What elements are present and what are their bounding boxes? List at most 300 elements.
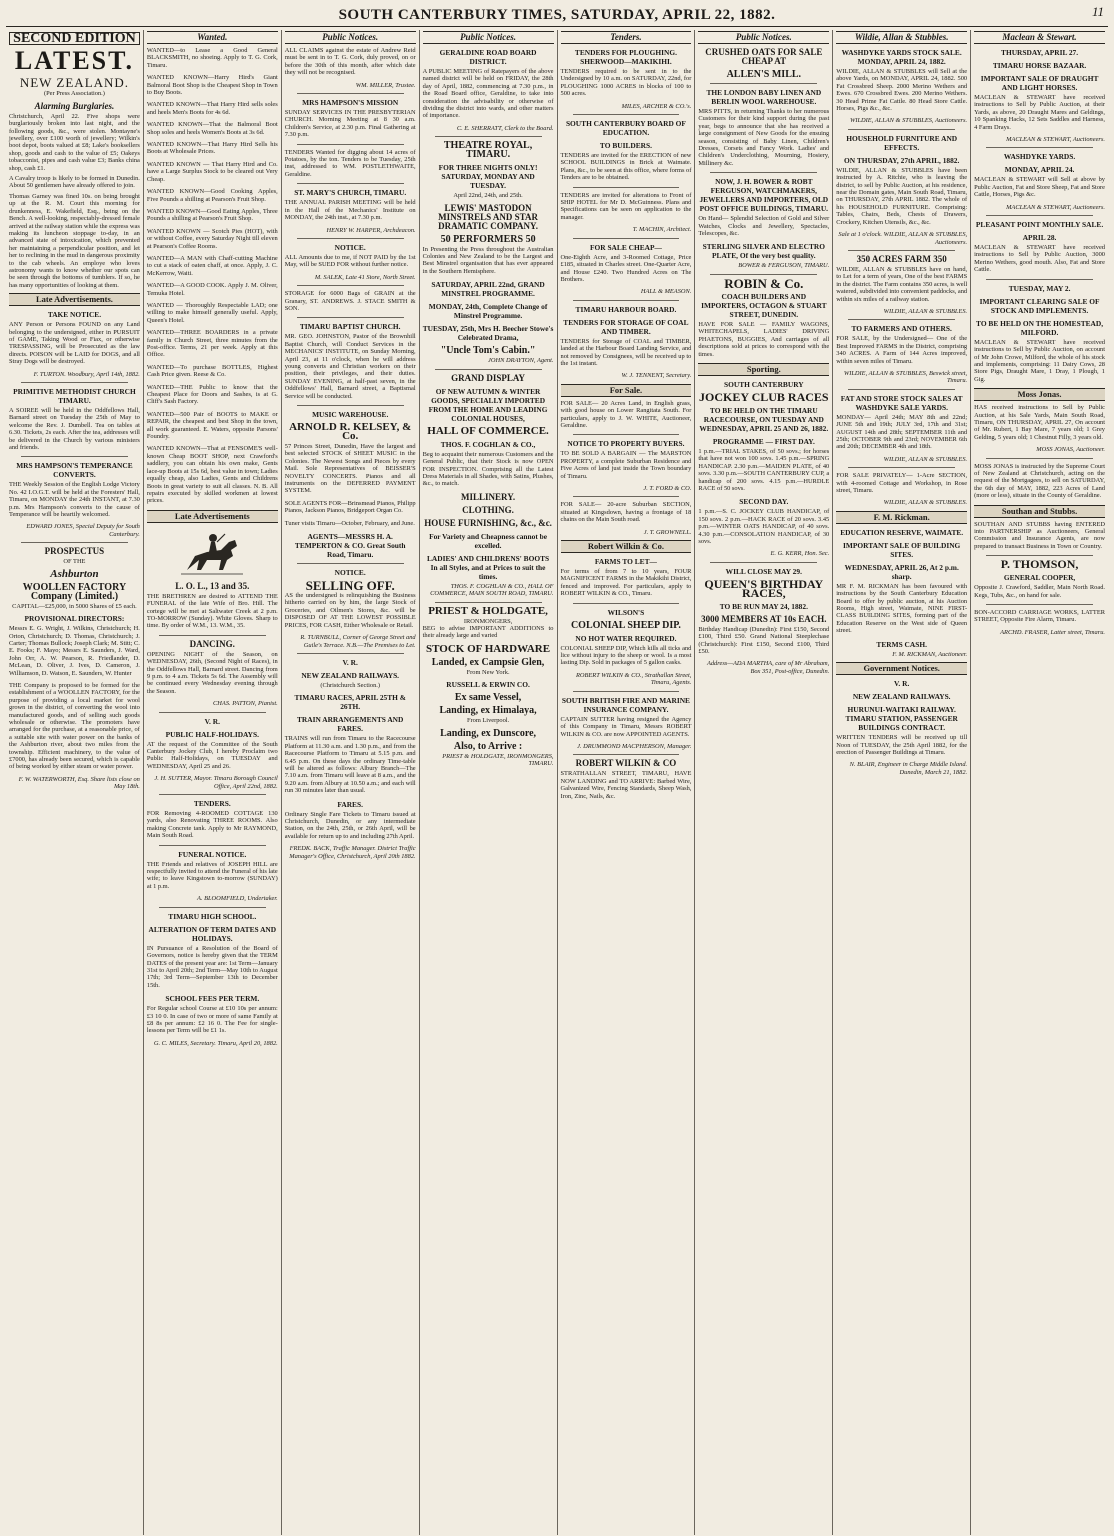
lol-text: THE BRETHREN are desired to ATTEND THE FUNERAL of the late Wife of Bro. Hill. The cortege will be met at Saltwater Creek at 2 p.m. TO-MORROW (Sunday). White Gloves. Sharp to time. By order of W.M., 13. W.M., 35. [146, 592, 278, 630]
coghlan-name: THOS. F. COGHLAN & CO., [440, 439, 536, 449]
ex-same-vessel: Ex same Vessel, [454, 692, 522, 704]
divider [435, 602, 542, 603]
members: 3000 MEMBERS AT 10s EACH. [701, 613, 827, 624]
bazaar-signature: MACLEAN & STEWART, Auctioneers. [1006, 136, 1105, 144]
claims-signature: WM. MILLER, Trustee. [355, 81, 416, 89]
household-text: WILDIE, ALLAN & STUBBLES have been instructed by A. Ritchie, who is leaving the district, to sell by Public Auction, at his residence, near the Domain gates, Main South Road, Timaru, on THURSDAY, 27th APRIL 1882. The whole of his HOUSEHOLD FURNITURE. Comprising: Tables, Chairs, Beds, Chests of Drawers, Crockery, Kitchen Utensils, &c., &c. [836, 166, 968, 226]
funeral-title: FUNERAL NOTICE. [178, 849, 247, 859]
ploughing-signature: MILES, ARCHER & CO.'s. [621, 102, 692, 110]
priest-text: BEG to advise IMPORTANT ADDITIONS to their already large and varied [422, 624, 554, 640]
hall-of-commerce-title: HALL OF COMMERCE. [427, 424, 549, 437]
farmers-title: TO FARMERS AND OTHERS. [851, 324, 952, 334]
divider [21, 542, 128, 543]
selling-off-signature: R. TURNBULL, Corner of George Street and Guile's Terrace. N.B.—The Premises to Let. [300, 634, 416, 649]
funeral-text: THE Friends and relatives of JOSEPH HILL are respectfully invited to attend the Funeral of his late wife; to leave Kingstown to-morrow (SUNDAY) at 1 p.m. [146, 860, 278, 890]
south-canterbury: SOUTH CANTERBURY [724, 379, 804, 389]
dancing-title: DANCING. [189, 638, 235, 649]
landed-campsie: Landed, ex Campsie Glen, [431, 656, 545, 668]
washdyke-text: MACLEAN & STEWART will Sell at above by Public Auction, Fat and Store Sheep, Fat and Store Cattle, Horses, Pigs &c. [974, 176, 1105, 199]
mission-text: SUNDAY SERVICES IN THE PRESBYTERIAN CHURCH. Morning Meeting at 8 30 a.m. Children's Service, at 2.30 p.m. Final Gathering at 7.30 p.m. [284, 109, 416, 139]
gov-text: WRITTEN TENDERS will be received up till Noon of TUESDAY, the 25th April 1882, for the erection of Passenger Buildings at Timaru. [836, 734, 968, 756]
divider [297, 285, 404, 286]
alterations-signature: T. MACHIN, Architect. [632, 226, 692, 234]
methodist-title: PRIMITIVE METHODIST CHURCH TIMARU. [13, 387, 136, 405]
horse-bazaar: TIMARU HORSE BAZAAR. [992, 61, 1087, 70]
digging-text: TENDERS Wanted for digging about 14 acres of Potatoes, by the ton. Tenders to be Tuesday, 25th inst, addressed to WM. POSTLETHWAITE, Geraldine. [284, 148, 416, 178]
divider [710, 274, 817, 275]
geraldine-text: A PUBLIC MEETING of Ratepayers of the above named district will be held on FRIDAY, the 28th day of April, 1882, commencing at 7.30 p.m., in the Road Board office, Geraldine, to take into consideration the advisability or otherwise of dividing the district into wards, and other matters of importance. [422, 68, 554, 120]
st-marys-text: THE ANNUAL PARISH MEETING will be held in the Hall of the Mechanics' Institute on MONDAY, the 24th inst., at 7.30 p.m. [284, 199, 416, 222]
divider [435, 369, 542, 370]
divider [573, 496, 680, 497]
to-builders: TO BUILDERS. [599, 141, 652, 151]
maclean-stewart-heading: Maclean & Stewart. [974, 31, 1105, 44]
milford-title: TO BE HELD ON THE HOMESTEAD, MILFORD. [976, 318, 1104, 337]
prospectus-text: THE Company is proposed to be formed for the establishment of a WOOLLEN FACTORY, for the purpose of providing a local market for wool grown in the district, of converting the wool into manufactured goods, and of selling such goods wholesale or otherwise. The promoters have arranged for the purchase, at a reasonable price, of a suitable site with water power on the banks of the Ashburton river, about two miles from the township. Efficient machinery, to the value of £7000, has already been secured, which is capable of being worked by either steam or water power. [9, 681, 140, 771]
lewis-title: LEWIS' MASTODON MINSTRELS AND STAR DRAMATIC COMPANY. [438, 202, 538, 231]
high-school-text: IN Pursuance of a Resolution of the Board of Governors, notice is hereby given that the TERM DATES of the present year are: 1st Term—January 31st to April 20th; 2nd Term—May 10th to August 17th; 3rd Term—September 13th to December 15th. [146, 944, 278, 989]
divider [297, 238, 404, 239]
high-school-signature: G. C. MILES, Secretary. Timaru, April 20, 1882. [153, 1039, 278, 1047]
divider [159, 907, 266, 908]
harbour-signature: W. J. TENNENT, Secretary. [621, 372, 692, 380]
selling-off-title: SELLING OFF. [305, 578, 395, 594]
pleasant-point-title: PLEASANT POINT MONTHLY SALE. [975, 220, 1104, 230]
property-buyers-title: NOTICE TO PROPERTY BUYERS. [567, 439, 685, 449]
half-holidays-title: PUBLIC HALF-HOLIDAYS. [165, 729, 259, 739]
divider [159, 635, 266, 636]
farms-text: For terms of from 7 to 10 years, FOUR MAGNIFICENT FARMS in the Makikihi District, fenced and improved. For particulars, apply to ROBERT WILKIN & CO., Timaru. [560, 568, 692, 598]
races-second-day-text: 1 p.m.—S. C. JOCKEY CLUB HANDICAP, of 150 sovs. 2 p.m.—HACK RACE of 20 sovs. 3.45 p.m.—WINTER OATS HANDICAP, of 40 sovs. 4.30 p.m.—CONSOLATION HANDICAP, of 30 sovs. [698, 508, 830, 545]
dip-text: COLONIAL SHEEP DIP, Which kills all ticks and lice without injury to the sheep or wool. Is a most lasting Dip. Sold in packages of 5 gallon casks. [560, 644, 692, 667]
divider [297, 183, 404, 184]
washdyke-signature: MACLEAN & STEWART, Auctioneers. [1006, 203, 1105, 211]
races-first-day-text: 1 p.m.—TRIAL STAKES, of 50 sovs.; for horses that have not won 100 sovs. 1.45 p.m.—SPRING HANDICAP. 2.30 p.m.—MAIDEN PLATE, of 40 sovs. 3.30 p.m.—SOUTH CANTERBURY CUP, a handicap of 200 sovs. 4.15 p.m.—HURDLE RACE of 50 sovs. [698, 447, 830, 492]
bower-title: NOW, J. H. BOWER & ROBT FERGUSON, WATCHMAKERS, JEWELLERS AND IMPORTERS, OLD POST OFFICE BUILDINGS, TIMARU. [699, 177, 829, 214]
thursday-date: THURSDAY, APRIL 27. [1001, 48, 1079, 57]
building-sites: IMPORTANT SALE OF BUILDING SITES. [843, 540, 961, 559]
divider [573, 114, 680, 115]
public-notices-heading: Public Notices. [285, 31, 416, 44]
arnold-tour: Tuner visits Timaru—October, February, and June. [284, 519, 415, 527]
southan-stubbs-heading: Southan and Stubbs. [974, 505, 1105, 518]
column-2 [143, 30, 281, 1535]
st-marys-signature: HENRY W. HARPER, Archdeacon. [326, 226, 416, 234]
farms-to-let: FARMS TO LET— [594, 557, 657, 567]
column-5 [557, 30, 695, 1535]
arnold-local-agents: AGENTS—MESSRS H. A. TEMPERTON & CO. Great South Road, Timaru. [294, 532, 406, 560]
divider [21, 456, 128, 457]
wilkin-landing-title: ROBERT WILKIN & CO [575, 758, 677, 769]
fat-stock-text: MONDAY— April 24th; MAY 8th and 22nd; JUNE 5th and 19th; JULY 3rd, 17th and 31st; AUGUST 14th and 28th; SEPTEMBER 11th and 25th; OCTOBER 9th and 23rd; NOVEMBER 6th and 20th; DECEMBER 4th and 18th. [836, 413, 968, 451]
fees-text: For Regular school Course at £10 10s per annum: £3 10 0. In case of two or more of same Family at £8 8s per annum: £2 16 0. The Fee for single-lessons per Term will be £1 1s. [146, 1005, 278, 1035]
divider [573, 691, 680, 692]
from-liverpool: From Liverpool. [466, 717, 510, 725]
southan-text: SOUTHAN AND STUBBS having ENTERED into PARTNERSHIP as Auctioneers, General Commission and Insurance Agents, are now prepared to transact Business in Town or Country. [974, 520, 1105, 550]
sporting-heading: Sporting. [698, 363, 829, 376]
column-3 [281, 30, 419, 1535]
priest-signature: PRIEST & HOLDGATE, IRONMONGERS, TIMARU. [442, 752, 554, 767]
robert-wilkin-heading: Robert Wilkin & Co. [561, 540, 692, 553]
gov-vr: V. R. [894, 679, 910, 689]
notice-title: NOTICE. [334, 242, 366, 252]
tenders-text: FOR Removing 4-ROOMED COTTAGE 130 yards, also Renovating THREE ROOMS. Also making Concrete tank. Apply to Mr RAYMOND, Main South Road. [146, 810, 278, 840]
divider [986, 555, 1093, 556]
uncle-toms-cabin: "Uncle Tom's Cabin." [440, 345, 536, 357]
sheep-dip-title: COLONIAL SHEEP DIP. [570, 619, 681, 631]
wanted-ad: WANTED — Thoroughly Respectable LAD; one willing to make himself generally useful. Apply, Queen's Hotel. [146, 301, 278, 324]
burglaries-heading: Alarming Burglaries. [34, 100, 115, 111]
races-days: TIMARU RACES, APRIL 25TH & 26TH. [294, 693, 406, 712]
washdyke-yards-signature: WILDIE, ALLAN & STUBBLES, Auctioneers. [850, 117, 968, 125]
claims-text: ALL CLAIMS against the estate of Andrew Reid must be sent in to T. G. Cork, duly proved, on or before the 30th of this month, after which date they will not be recognised. [284, 47, 416, 77]
arnold-agents: SOLE AGENTS FOR—Brinsmead Pianos, Philipp Pianos, Jackson Pianos, Bridgeport Organ Co. [284, 499, 416, 515]
prospectus-place: Ashburton [50, 567, 99, 580]
horse-and-rider-icon [177, 526, 247, 578]
education-board-title: SOUTH CANTERBURY BOARD OF EDUCATION. [565, 119, 686, 138]
queens-birthday-races: QUEEN'S BIRTHDAY RACES, [704, 576, 824, 600]
farmers-signature: WILDIE, ALLAN & STUBBLES, Beswick street, Timaru. [843, 369, 968, 385]
for-sale-1: FOR SALE— 20 Acres Land, in English grass, with good house on Lower Rangitata South. For particulars, apply to J. W. WHITE, Auctioneer, Geraldine. [560, 399, 692, 429]
railways-subtitle: (Christchurch Section.) [320, 681, 380, 689]
no-hot-water: NO HOT WATER REQUIRED. [575, 633, 677, 643]
wanted-ad: WANTED KNOWN—Good Cooking Apples, Five Pounds a shilling at Pearson's Fruit Shop. [146, 188, 278, 203]
races-signature: E. G. KERR, Hon. Sec. [770, 550, 830, 558]
baptist-text: MR. GEO. JOHNSTON, Pastor of the Brownhill Baptist Church, will Conduct Services in the MECHANICS' INSTITUTE, on Sunday Morning, April 23, at 11 o'clock, when he will address young converts and Christian workers on their position, their privileges, and their duties. SUNDAY EVENING, at half-past seven, in the Oddfellows' Hall, Barnard street, a Baptismal Service will be conducted. [284, 333, 416, 400]
divider [573, 434, 680, 435]
wanted-ad: WANTED—THE Public to know that the Cheapest Place for Doors and Sashes, is at G. Cliff's Sash Factory. [146, 383, 278, 406]
masthead-rule [6, 26, 1108, 27]
wanted-ad: WANTED KNOWN—Good Eating Apples, Three Pounds a shilling at Pearson's Fruit Shop. [146, 207, 278, 223]
masthead: SOUTH CANTERBURY TIMES, SATURDAY, APRIL 22, 1882. [338, 7, 776, 23]
harbour-board-title: TIMARU HARBOUR BOARD. [575, 304, 677, 314]
divider [710, 83, 817, 84]
insurance-title: SOUTH BRITISH FIRE AND MARINE INSURANCE COMPANY. [561, 695, 690, 714]
wanted-ad: WANTED KNOWN—That the Balmoral Boot Shop soles and heels Women's Boots at 3s 6d. [146, 121, 278, 136]
for-sale-cheap-text: One-Eighth Acre, and 3-Roomed Cottage, Price £185, situated in Charles street. One-Quarter Acre, and House £240. Two Hundred Acres on The Brothers. [560, 253, 692, 283]
hurunui-title: HURUNUI-WAITAKI RAILWAY. TIMARU STATION, PASSENGER BUILDINGS CONTRACT. [845, 705, 958, 733]
divider [573, 238, 680, 239]
allens-mill: ALLEN'S MILL. [726, 69, 802, 80]
monday-programme: MONDAY, 24th, Complete Change of Minstrel Programme. [428, 302, 548, 321]
thomson-text: Opposite J. Crawford, Saddler, Main North Road. Kegs, Tubs, &c., on hand for sale. [974, 584, 1105, 599]
landing-dunscore: Landing, ex Dunscore, [440, 727, 537, 739]
theatre-text: In Presenting the Press throughout the Australian Colonies and New Zealand to be the Largest and Best Minstrel organisation that has ever appeared in the Southern Hemisphere. [422, 245, 554, 275]
gov-railways: NEW ZEALAND RAILWAYS. [852, 692, 951, 702]
burglaries-article: Christchurch, April 22. Five shops were burglariously broken into last night, and the following goods, &c., were stolen. Montayne's jewellery, over £100 worth of jewellery; Wilkin's boot depot, boots valued at £8; Lake's booksellers shop, goods and cash to the value of £5; Oakeys tobacconist, pipes and cash value £3; Banks china shop, cash £1. [9, 112, 140, 172]
arnold-title: ARNOLD R. KELSEY, & Co. [289, 421, 412, 442]
races-dates: TO BE HELD ON THE TIMARU RACECOURSE, ON TUESDAY AND WEDNESDAY, APRIL 25 AND 26, 1882. [699, 405, 829, 433]
divider [573, 300, 680, 301]
wildie-allan-heading: Wildie, Allan & Stubbles. [836, 31, 967, 44]
divider [297, 93, 404, 94]
ploughing-text: TENDERS required to be sent in to the Undersigned by 10 a.m. on SATURDAY, 22nd, for PLOUGHING 1000 ACRES in blocks of 100 to 500 acres. [560, 68, 692, 98]
washdyke-date: MONDAY, APRIL 24. [1004, 165, 1075, 175]
robin-subtitle: COACH BUILDERS AND IMPORTERS, OCTAGON & STUART STREET, DUNEDIN. [701, 291, 827, 319]
dancing-text: OPENING NIGHT of the Season, on WEDNESDAY, 26th, (Second Night of Races), in the Oddfellows Hall, Barnard street. Dancing from 9 p.m. to 4 a.m. Tickets 5s 6d. The Assembly will be continued every Wednesday evening through the Season. [146, 650, 278, 695]
divider [848, 389, 955, 390]
insurance-signature: J. DRUMMOND MACPHERSON, Manager. [577, 742, 692, 750]
wanted-ad: WANTED KNOWN — Scotch Pies (HOT), with or without Coffee, every Saturday Night till eleven at Pearson's Coffee Rooms. [146, 227, 278, 250]
divider [848, 250, 955, 251]
washdyke-title: WASHDYKE YARDS. [1003, 152, 1076, 162]
ploughing-title: TENDERS FOR PLOUGHING. SHERWOOD—MAKIKIHI. [574, 48, 677, 66]
lol-title: L. O. L., 13 and 35. [175, 580, 250, 591]
important-sale: IMPORTANT SALE OF DRAUGHT AND LIGHT HORSES. [980, 74, 1099, 92]
wilkin-landing-text: STRATHALLAN STREET, TIMARU, HAVE NOW LANDING and TO ARRIVE: Barbed Wire, Galvanized Wire, Fencing Standards, Sheep Wash, Iron, Zinc, Nails, &c. [560, 770, 692, 800]
performers: 50 PERFORMERS 50 [440, 233, 536, 245]
temperance-text: THE Weekly Session of the English Lodge Victory No. 42 I.O.G.T. will be held at the Foresters' Hall, Timaru, on MONDAY the 24th INSTANT, at 7.30 p.m. Mrs Hampson's converts to the cause of Temperance will be heartily welcomed. [9, 481, 140, 519]
alteration-title: ALTERATION OF TERM DATES AND HOLIDAYS. [148, 924, 277, 943]
moss-text: HAS received instructions to Sell by Public Auction, at his Sale Yards, Main South Road, Timaru, ON THURSDAY, APRIL 27, On account of Mr. Rubert, 1 Bay Mare, 7 years old; 1 Grey Gelding, 5 years old; 1 Chestnut Filly, 3 years old. [974, 404, 1105, 441]
take-notice-signature: F. TURTON. Woodbury, April 14th, 1882. [33, 370, 140, 378]
farm-title: 350 ACRES FARM 350 [856, 253, 947, 264]
farm-text: WILDIE, ALLAN & STUBBLES have on hand, to Let for a term of years, One of the best FARMS in the district. The Farm contains 350 acres, is well watered, subdivided into convenient paddocks, and within six miles of a railway station. [836, 265, 968, 303]
saturday-programme: SATURDAY, APRIL 22nd, GRAND MINSTREL PROGRAMME. [431, 280, 545, 299]
washdyke-yards-text: WILDIE, ALLAN & STUBBLES will Sell at the above Yards, on MONDAY, APRIL 24, 1882. 500 Fat Crossbred Sheep. 2000 Merino Wethers and Ewes. 670 Crossbred Ewes. 200 Merino Wethers. 30 Head Prime Fat Cattle. 80 Head Store Cattle. Horses, Pigs &c., &c. [836, 68, 968, 113]
fat-stock-signature: WILDIE, ALLAN & STUBBLES. [883, 455, 968, 463]
wanted-ad: WANTED—to Lease a Good General BLACKSMITH, no shoeing. Apply to T. G. Cork, Timaru. [146, 47, 278, 69]
house-furnishing-title: HOUSE FURNISHING, &c., &c. [424, 517, 552, 528]
rickman-signature: F. M. RICKMAN, Auctioneer. [892, 650, 968, 658]
wanted-heading: Wanted. [147, 31, 278, 44]
rail-text: TRAINS will run from Timaru to the Racecourse Platform at 11.30 a.m. and 1.30 p.m., and from the Racecourse Platform to Timaru at 5.15 p.m. and 6.45 p.m. On these days the ordinary Time-table will be altered as follows: Albury Branch—The 7.10 a.m. from Timaru will leave at 8 a.m., and the 9.20 a.m. from Albury at 10.50 a.m.; and each will run 30 minutes later than usual. [284, 735, 416, 795]
dip-signature: ROBERT WILKIN & CO., Strathallan Street, Timaru, Agents. [575, 671, 692, 687]
divider [986, 147, 1093, 148]
divider [573, 603, 680, 604]
wanted-ad: WANTED—A MAN with Chaff-cutting Machine to cut a stack of oaten chaff, at once. Apply, J. C. McKerrow, Waiti. [146, 254, 278, 277]
divider [986, 458, 1093, 459]
farmers-text: FOR SALE, by the Undersigned— One of the Best Improved FARMS in the District, comprising 340 ACRES. A Farm of 144 Acres improved, within seven miles of Timaru. [836, 335, 968, 365]
take-notice-title: TAKE NOTICE. [47, 310, 102, 320]
robin-text: HAVE FOR SALE — FAMILY WAGONS, WHITECHAPELS, LADIES' DRIVING PHAETONS, BUGGIES, And carriages of all descriptions sold at prices to correspond with the times. [698, 320, 830, 358]
divider [710, 562, 817, 563]
property-buyers-signature: J. T. FORD & CO. [643, 485, 692, 492]
household-title: HOUSEHOLD FURNITURE AND EFFECTS. [846, 133, 958, 152]
divider [986, 604, 1093, 605]
household-signature: Sale at 1 o'clock. WILDIE, ALLAN & STUBBLES, Auctioneers. [838, 231, 968, 246]
notice2-title: NOTICE. [334, 568, 366, 578]
baptist-title: TIMARU BAPTIST CHURCH. [299, 322, 401, 332]
ironmongers: IRONMONGERS, [463, 617, 513, 625]
rickman-heading: F. M. Rickman. [836, 511, 967, 524]
latest-heading: LATEST. [14, 46, 135, 76]
storage-text: STORAGE for 6000 Bags of GRAIN at the Granary, ST. ANDREWS. J. STACE SMITH & SON. [284, 290, 416, 312]
gov-signature: N. BLAIR, Engineer in Charge Middle Island. Dunedin, March 21, 1882. [849, 761, 968, 776]
vr-mark: V. R. [204, 716, 220, 726]
column-4 [419, 30, 557, 1535]
tenders-heading: Tenders. [561, 31, 692, 44]
theatre-title: THEATRE ROYAL, TIMARU. [443, 140, 533, 161]
vr-mark: V. R. [342, 657, 358, 667]
clothing-title: CLOTHING. [462, 504, 514, 515]
divider [986, 215, 1093, 216]
baby-linen-text: MRS PITTS, in returning Thanks to her numerous Customers for their kind support during the past year, begs to announce that she has received a large consignment of New Goods for the ensuing season, consisting of Baby Linen, Children's Dresses, Corsets and Fancy Work. Ladies' and Children's Underclothing, Mourning, Hosiery, Millinery &c. [698, 108, 830, 167]
wanted-ad: WANTED—THREE BOARDERS in a private family in Church Street, three minutes from the Post-office. Terms, 21 per week. Apply at this Office. [146, 329, 278, 359]
tenders-title: TENDERS. [193, 799, 231, 809]
wanted-ad: WANTED KNOWN—That Harry Hird Sells his Boots at Wholesale Prices. [146, 141, 278, 156]
bazaar-text: MACLEAN & STEWART have received instructions to Sell by Public Auction, at their Yards, as above, 20 Draught Mares and Geldings, 10 Spanking Hacks, 12 Sets Saddles and Harness, 4 Farm Drays. [974, 94, 1105, 131]
bower-signature: BOWER & FERGUSON, TIMARU. [738, 262, 830, 270]
for-sale-2-signature: J. T. GROWNELL. [643, 528, 692, 536]
fares-title: FARES. [337, 799, 363, 809]
column-8 [970, 30, 1108, 1535]
second-edition-heading: SECOND EDITION [9, 32, 140, 45]
wanted-ad: WANTED KNOWN—That at FENSOME'S well-known Cheap BOOT SHOP, next Crawford's saddlery, you can obtain his own make, Gents lace-up Boots at 15s 6d, best value in town; Ladies equally cheap, also Ladies, Gents and Childrens Boots in great variety to suit all classes. N. B. All repairs executed by skilled workmen at lowest prices. [146, 445, 278, 505]
hall-signature: THOS. F. COGHLAN & CO., HALL OF COMMERCE, MAIN SOUTH ROAD, TIMARU. [430, 582, 554, 598]
divider [986, 279, 1093, 280]
queens-signature: Address—ADA MARTHA, care of Mr Abraham, Box 351, Post-office, Dunedin. [706, 660, 830, 675]
landing-himalaya: Landing, ex Himalaya, [439, 705, 537, 717]
queens-text: Birthday Handicap (Dunedin): First £150, Second £100, Third £50. Grand National Steeplechase (Christchurch): First £150, Second £100, Third £50. [698, 625, 830, 655]
fat-stock-title: FAT AND STORE STOCK SALES AT WASHDYKE SALE YARDS. [840, 393, 963, 412]
pleasant-point-date: APRIL 28. [1022, 233, 1057, 243]
fares-text: Ordinary Single Fare Tickets to Timaru issued at Christchurch, Dunedin, or any intermediate Station, on the 24th, 25th, or 26th April, will be available for return up to and including 27th April. [284, 810, 416, 840]
st-marys-title: ST. MARY'S CHURCH, TIMARU. [294, 188, 407, 198]
divider [710, 172, 817, 173]
prospectus-title: PROSPECTUS [44, 546, 105, 557]
coghlan-text: Beg to acquaint their numerous Customers and the General Public, that their Stock is now OPEN FOR INSPECTION. Comprising all the Latest Dress Materials in all Shades, with Satins, Plushes, &c., to match. [422, 450, 554, 488]
clearing-text: MACLEAN & STEWART have received instructions to Sell by Public Auction, on account of Mr John Crowe, Milford, the whole of his stock and implements, comprising: 11 Dairy Cows, 28 Store Pigs, Draught Mare, 1 Dray, 1 Plough, 1 Gig. [974, 338, 1105, 383]
public-notices-heading: Public Notices. [423, 31, 554, 44]
washdyke-yards-title: WASHDYKE YARDS STOCK SALE. MONDAY, APRIL 24, 1882. [841, 48, 962, 66]
divider [573, 754, 680, 755]
jockey-club-races: JOCKEY CLUB RACES [699, 389, 829, 404]
theatre-nights: FOR THREE NIGHTS ONLY! SATURDAY, MONDAY AND TUESDAY. [438, 163, 538, 191]
property-buyers-text: TO BE SOLD A BARGAIN — The MARSTON PROPERTY, a complete Suburban Residence and Five Acres of land just inside the Town boundary of Timaru. [560, 450, 692, 480]
ladies-boots: LADIES' AND CHILDRENS' BOOTS In all Styles, and at Prices to suit the times. [426, 553, 550, 581]
temperance-signature: EDWARD JONES, Special Deputy for South Canterbury. [26, 523, 140, 538]
prospectus-capital: CAPITAL—£25,000, in 5000 Shares of £5 each. [12, 602, 137, 610]
funeral-signature: A. BLOOMFIELD, Undertaker. [196, 895, 278, 903]
temperance-title: MRS HAMPSON'S TEMPERANCE CONVERTS. [16, 461, 133, 480]
notice-signature: M. SALEK, Late 41 Store, North Street. [314, 273, 416, 281]
theatre-signature: JOHN DRAYTON, Agent. [488, 357, 554, 365]
wanted-ad: WANTED—500 Pair of BOOTS to MAKE or REPAIR, the cheapest and best Shop in the town, all work guaranteed. E. Waters, opposite Parsons' Foundry. [146, 410, 278, 441]
railways-title: NEW ZEALAND RAILWAYS. [301, 670, 400, 680]
mission-title: MRS HAMPSON'S MISSION [302, 98, 399, 108]
divider [297, 317, 404, 318]
sterling-silver: STERLING SILVER AND ELECTRO PLATE, Of the very best quality. [702, 242, 825, 261]
crushed-oats-title: CRUSHED OATS FOR SALE CHEAP AT [705, 47, 823, 66]
dancing-signature: CHAS. PATTON, Pianist. [213, 700, 278, 708]
methodist-text: A SOIREE will be held in the Oddfellows Hall, Barnard street on Tuesday the 25th of May to welcome the Rev. J. Dumbell. Tea on tables at 6.30. Tickets, 2s each. After the tea, addresses will be delivered in the Church by various ministers and friends. [9, 407, 140, 452]
for-sale-2: FOR SALE— 20-acre Suburban SECTION, situated at Kingsdown, having a frontage of 18 chains on the Main South road. [560, 501, 692, 524]
divider [297, 144, 404, 145]
prospectus-signature: F. W. WATERWORTH, Esq. Share lists close on May 18th. [18, 775, 140, 791]
grand-display-title: GRAND DISPLAY [451, 372, 526, 383]
divider [297, 563, 404, 564]
divider [159, 794, 266, 795]
wanted-ad: WANTED—A GOOD COOK. Apply J. M. Oliver, Temuka Hotel. [146, 282, 278, 297]
new-zealand-heading: NEW ZEALAND. [19, 75, 130, 91]
wanted-ad: WANTED KNOWN—That Harry Hird sells soles and heels Men's Boots for 4s 6d. [146, 101, 278, 116]
farm-signature: WILDIE, ALLAN & STUBBLES. [883, 307, 968, 315]
wanted-ad: WANTED KNOWN — That Harry Hird and Co. have a Large Surplus Stock to be cleared out Very Cheap. [146, 160, 278, 183]
education-date: WEDNESDAY, APRIL 26, At 2 p.m. sharp. [844, 562, 959, 581]
from-new-york: From New York. [466, 668, 510, 676]
divider [848, 467, 955, 468]
half-holidays-text: AT the request of the Committee of the South Canterbury Jockey Club, I hereby Proclaim two Public Half-Holidays, on TUESDAY and WEDNESDAY, April 25 and 26. [146, 740, 278, 770]
wilsons: WILSON'S [607, 607, 645, 617]
notice-text: ALL Amounts due to me, if NOT PAID by the 1st May, will be SUED FOR without further notice. [284, 253, 416, 269]
bon-accord-text: BON-ACCORD CARRIAGE WORKS, LATTER STREET, Opposite Fire Alarm, Timaru. [974, 609, 1105, 624]
high-school-title: TIMARU HIGH SCHOOL. [168, 911, 257, 921]
storage-title: TENDERS FOR STORAGE OF COAL AND TIMBER. [563, 317, 689, 336]
cheapness-line: For Variety and Cheapness cannot be excelled. [429, 531, 548, 550]
robin-title: ROBIN & Co. [724, 275, 804, 291]
divider [848, 319, 955, 320]
public-notices-heading: Public Notices. [698, 31, 829, 44]
columns [6, 30, 1108, 1535]
column-1 [6, 30, 143, 1535]
tuesday-programme: TUESDAY, 25th, Mrs H. Beecher Stowe's Celebrated Drama, [422, 324, 554, 343]
for-sale-heading: For Sale. [561, 384, 692, 397]
misc-article: Thomas Garney was fined 10s. on being brought up at the R. M. Court this morning for drunkenness, E. Wakefield, Esq., being on the Bench. A well-looking, respectably-dressed female arrived at the railway station while the express was making its luncheon stoppage to-day, in an advanced state of intoxication, which prevented her maintaining a perpendicular position, and let her to reclining in the mud in dangerous proximity to the cab wheels. An employe who loves astronomy wants to know whether our spots can be seen through the bottoms of tumblers. If so, he has many opportunities of looking at them. [9, 192, 140, 289]
private-sale-text: FOR SALE PRIVATELY— 1-Acre SECTION, with 4-roomed Cottage and Workshop, in Rose street, Timaru. [836, 472, 968, 495]
divider [848, 129, 955, 130]
to-be-run: TO BE RUN MAY 24, 1882. [719, 601, 808, 611]
take-notice-text: ANY Person or Persons FOUND on any Land belonging to the undersigned, either in PURSUIT of GAME, Taking Wood or Fiax, or otherwise TRESPASSING, will be Prosecuted as the law directs. POISON will be LAID for DOGS, and all Stray Dogs will be destroyed. [9, 321, 140, 366]
cavalry-article: A Cavalry troop is likely to be formed in Dunedin. About 50 gentlemen have already offered to join. [9, 175, 140, 190]
wanted-ad: WANTED—To purchase BOTTLES, Highest Cash Price given. Reese & Co. [146, 363, 278, 379]
education-text: TENDERS are invited for the ERECTION of new SCHOOL BUILDINGS in Brick at Waimate. Plans, &c., to be seen at this office, where forms of Tenders are to be obtained. [560, 152, 692, 182]
second-day-title: SECOND DAY. [739, 497, 789, 507]
late-ads-heading: Late Advertisements. [9, 293, 140, 306]
terms-cash: TERMS CASH. [876, 639, 927, 649]
geraldine-title: GERALDINE ROAD BOARD DISTRICT. [439, 48, 537, 66]
column-7 [832, 30, 970, 1535]
divider [435, 136, 542, 137]
priest-holdgate-title: PRIEST & HOLDGATE, [428, 604, 548, 617]
pleasant-point-text: MACLEAN & STEWART have received instructions to Sell by Public Auction, 3000 Merino Wethers, good mouth. Also, Fat and Store Cattle. [974, 244, 1105, 274]
divider [297, 405, 404, 406]
arnold-text: 57 Princes Street, Dunedin, Have the largest and best selected STOCK of SHEET MUSIC in the Colonies. The Newest Songs and Pieces by every Mail. Sole Representatives of BEISSER'S NOVELTY CONCERTS. Pianos and all instruments on the DEFERRED PAYMENT SYSTEM. [284, 443, 416, 495]
will-close: WILL CLOSE MAY 29. [725, 566, 802, 576]
half-holidays-signature: J. H. SUTTER, Mayor. Timaru Borough Council Office, April 22nd, 1882. [154, 775, 278, 790]
fees-title: SCHOOL FEES PER TERM. [165, 994, 260, 1004]
also-to-arrive: Also, to Arrive : [453, 740, 523, 752]
moss-signature: MOSS JONAS, Auctioneer. [1036, 446, 1105, 454]
late-ads-heading: Late Advertisements [147, 510, 278, 523]
divider [573, 187, 680, 188]
prospectus-company: WOOLLEN FACTORY Company (Limited.) [22, 581, 127, 602]
general-cooper: GENERAL COOPER, [1003, 573, 1076, 583]
russell-erwin: RUSSELL & ERWIN CO. [446, 680, 530, 690]
directors-title: PROVISIONAL DIRECTORS: [24, 614, 125, 624]
education-text: MR F. M. RICKMAN has been favoured with instructions by the South Canterbury Education Board to offer by public auction, at his Auction Rooms, High street, Waimate, NINE FIRST-CLASS BUILDING SITES, forming part of the Education Reserve on the West side of Queen street. [836, 582, 968, 635]
government-notices-heading: Government Notices. [836, 662, 967, 675]
household-date: ON THURSDAY, 27th APRIL, 1882. [844, 155, 960, 165]
page-number: 11 [1091, 4, 1104, 19]
moss-jonas-heading: Moss Jonas. [974, 388, 1105, 401]
divider [159, 712, 266, 713]
baby-linen-title: THE LONDON BABY LINEN AND BERLIN WOOL WAREHOUSE. [706, 88, 822, 106]
programme-first-day: PROGRAMME — FIRST DAY. [712, 436, 815, 446]
alterations-text: TENDERS are invited for alterations to Front of SHIP HOTEL for Mr D. McGuinness. Plans and Specifications can be seen on application to the manager. [560, 191, 692, 221]
column-6 [694, 30, 832, 1535]
private-sale-signature: WILDIE, ALLAN & STUBBLES. [883, 499, 968, 507]
geraldine-signature: C. E. SHERRATT, Clerk to the Board. [456, 124, 554, 132]
prospectus-of: OF THE [63, 558, 86, 566]
for-sale-cheap-title: FOR SALE CHEAP— [590, 242, 662, 252]
rail-signature: FREDK. BACK, Traffic Manager. District Traffic Manager's Office, Christchurch, April 20th 1882. [289, 845, 416, 860]
may-2-date: TUESDAY, MAY 2. [1008, 283, 1071, 293]
divider [297, 653, 404, 654]
theatre-dates: April 22nd, 24th, and 25th. [453, 192, 523, 200]
bower-text: On Hand— Splendid Selection of Gold and Silver Watches, Clocks and Jewellery, Spectacles, Telescopes, &c. [698, 215, 830, 238]
for-sale-cheap-signature: HALL & MEASON. [640, 288, 692, 296]
